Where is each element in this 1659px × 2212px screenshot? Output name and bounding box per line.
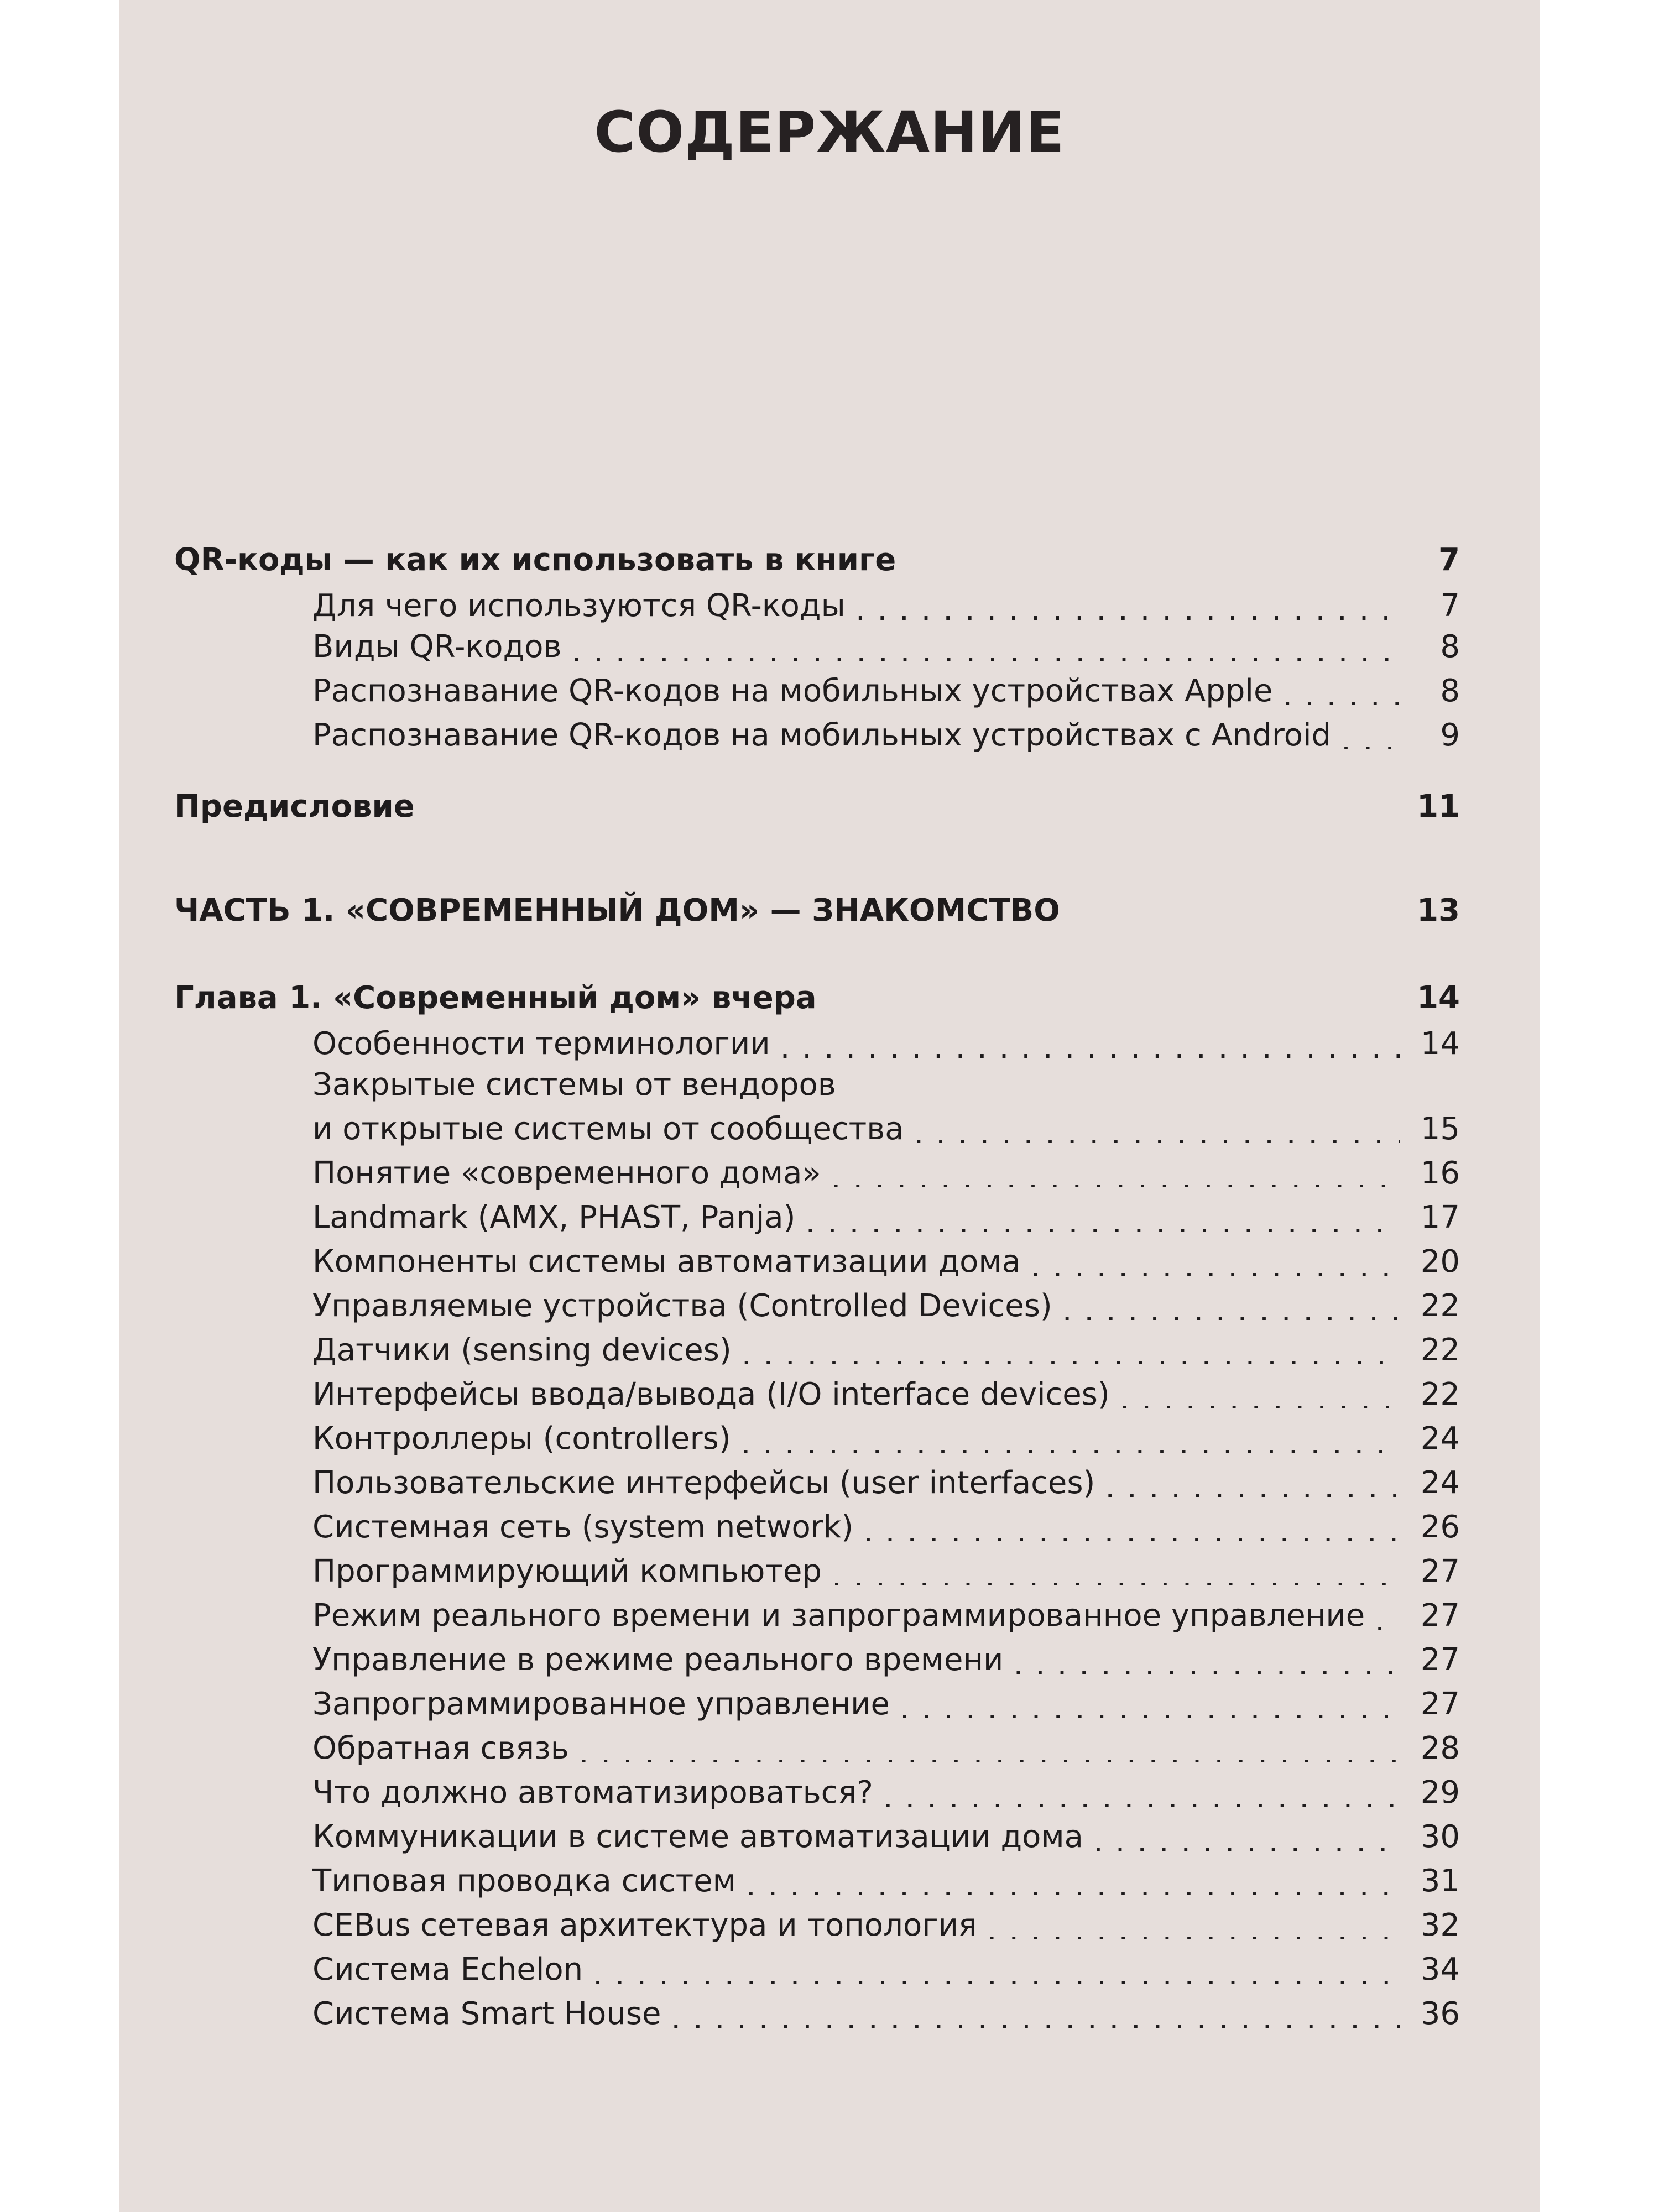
toc-entry-page: 32 [1420, 1907, 1460, 1943]
toc-entry [174, 669, 1460, 713]
toc-entry [174, 1196, 1460, 1240]
toc-entry [174, 1461, 1460, 1505]
toc-leader-dots [1013, 1643, 1400, 1674]
toc-leader-dots [831, 1156, 1400, 1187]
toc-entry [174, 1284, 1460, 1328]
toc-entry-text: Распознавание QR-кодов на мобильных устройствах Apple [312, 673, 1273, 709]
toc-entry-part-1 [174, 884, 1460, 938]
toc-leader-dots [1093, 1820, 1400, 1851]
toc-leader-dots [1062, 1289, 1400, 1320]
toc-entry [174, 1151, 1460, 1196]
toc-leader-dots [1031, 1245, 1400, 1276]
toc-entry-text: и открытые системы от сообщества [312, 1111, 904, 1147]
toc-leader-dots [855, 591, 1400, 622]
toc-entry [174, 1771, 1460, 1815]
book-page [119, 0, 1540, 2212]
toc-entry [174, 1550, 1460, 1594]
toc-entry [174, 1240, 1460, 1284]
toc-leader-dots [987, 1908, 1400, 1939]
toc-entry-page: 15 [1420, 1111, 1460, 1147]
toc-entry-text: Система Echelon [312, 1952, 583, 1987]
toc-entry-page: 30 [1420, 1819, 1460, 1855]
page-title: СОДЕРЖАНИЕ [594, 100, 1065, 165]
toc-leader-dots [827, 981, 1400, 1012]
toc-entry-preface [174, 780, 1460, 834]
toc-entry-text: Распознавание QR-кодов на мобильных устройствах с Android [312, 717, 1332, 753]
toc-leader-dots [425, 790, 1400, 821]
toc-entry-text: Обратная связь [312, 1730, 569, 1766]
toc-entry-text: Глава 1. «Современный дом» вчера [174, 980, 817, 1016]
toc-leader-dots [900, 1687, 1400, 1718]
toc-entry-page: 24 [1420, 1421, 1460, 1457]
toc-entry [174, 625, 1460, 669]
toc-entry-text: Пользовательские интерфейсы (user interfaces) [312, 1465, 1095, 1501]
toc-entry-page: 34 [1420, 1952, 1460, 1987]
toc-leader-dots [593, 1953, 1400, 1984]
toc-entry-text: Для чего используются QR-коды [312, 588, 846, 624]
toc-entry-page: 17 [1420, 1199, 1460, 1235]
toc-entry-page: 22 [1420, 1288, 1460, 1324]
toc-entry-page: 27 [1420, 1598, 1460, 1634]
toc-entry-text: Виды QR-кодов [312, 629, 562, 665]
toc-entry-qr-codes [174, 533, 1460, 587]
toc-leader-dots [572, 630, 1400, 661]
toc-leader-dots [1282, 674, 1400, 705]
toc-entry-text: Управляемые устройства (Controlled Devices) [312, 1288, 1052, 1324]
toc-entry [174, 1682, 1460, 1726]
toc-entry-page: 14 [1420, 1026, 1460, 1062]
toc-entry-page: 8 [1440, 629, 1460, 665]
toc-entry-page: 31 [1420, 1863, 1460, 1899]
toc-entry-text: Контроллеры (controllers) [312, 1421, 731, 1457]
toc-entry-page: 22 [1420, 1376, 1460, 1412]
toc-entry [174, 1948, 1460, 1992]
toc-leader-dots [1341, 718, 1400, 749]
toc-entry-text: Особенности терминологии [312, 1026, 770, 1062]
toc-entry-text: Управление в режиме реального времени [312, 1642, 1004, 1678]
toc-entry [174, 1992, 1460, 2036]
toc-entry [174, 1726, 1460, 1771]
toc-entry-page: 36 [1420, 1996, 1460, 2032]
toc-leader-dots [1070, 894, 1400, 925]
toc-leader-dots [883, 1776, 1400, 1807]
toc-entry-page: 27 [1420, 1642, 1460, 1678]
toc-entry [174, 1417, 1460, 1461]
toc-entry [174, 1328, 1460, 1373]
toc-entry [174, 1107, 1460, 1151]
toc-entry-page: 24 [1420, 1465, 1460, 1501]
toc-entry-page: 7 [1440, 588, 1460, 624]
toc-entry-text: Что должно автоматизироваться? [312, 1775, 873, 1811]
toc-entry-text: Предисловие [174, 789, 415, 825]
toc-entry-page: 9 [1440, 717, 1460, 753]
toc-entry-text: Системная сеть (system network) [312, 1509, 854, 1545]
toc-entry-text: Режим реального времени и запрограммированное управление [312, 1598, 1365, 1634]
toc-entry-first-line [174, 1063, 1460, 1107]
toc-leader-dots [914, 1112, 1400, 1143]
toc-leader-dots [805, 1201, 1400, 1232]
toc-entry-text: Программирующий компьютер [312, 1553, 822, 1589]
toc-entry-page: 11 [1417, 789, 1460, 825]
toc-entry-page: 29 [1420, 1775, 1460, 1811]
toc-leader-dots [832, 1554, 1400, 1585]
toc-entry-page: 27 [1420, 1553, 1460, 1589]
toc-entry-page: 20 [1420, 1244, 1460, 1280]
toc-leader-dots [742, 1333, 1400, 1364]
toc-entry-text: Запрограммированное управление [312, 1686, 890, 1722]
toc-entry-chapter-1 [174, 971, 1460, 1025]
table-of-contents [174, 533, 1460, 2036]
toc-entry-text: CEBus сетевая архитектура и топология [312, 1907, 977, 1943]
toc-entry-page: 14 [1417, 980, 1460, 1016]
toc-entry [174, 1903, 1460, 1948]
toc-leader-dots [741, 1422, 1400, 1453]
toc-leader-dots [671, 1997, 1400, 2028]
toc-entry [174, 1815, 1460, 1859]
toc-entry-page: 28 [1420, 1730, 1460, 1766]
toc-entry [174, 587, 1460, 625]
toc-entry-page: 8 [1440, 673, 1460, 709]
toc-entry-text: Компоненты системы автоматизации дома [312, 1244, 1021, 1280]
toc-entry [174, 1638, 1460, 1682]
toc-entry [174, 1594, 1460, 1638]
toc-leader-dots [906, 543, 1400, 574]
toc-entry-text: Закрытые системы от вендоров [312, 1067, 836, 1103]
toc-entry-page: 13 [1417, 893, 1460, 928]
toc-entry-page: 27 [1420, 1686, 1460, 1722]
toc-entry-text: Система Smart House [312, 1996, 661, 2032]
toc-leader-dots [863, 1510, 1400, 1541]
toc-entry [174, 713, 1460, 758]
toc-leader-dots [1120, 1378, 1400, 1408]
toc-entry-text: Landmark (AMX, PHAST, Panja) [312, 1199, 796, 1235]
toc-entry-text: Типовая проводка систем [312, 1863, 736, 1899]
toc-entry-page: 22 [1420, 1332, 1460, 1368]
toc-entry [174, 1025, 1460, 1063]
toc-entry-page: 16 [1420, 1155, 1460, 1191]
toc-leader-dots [746, 1864, 1400, 1895]
toc-entry-text: Датчики (sensing devices) [312, 1332, 732, 1368]
toc-entry [174, 1859, 1460, 1903]
toc-entry-text: Интерфейсы ввода/вывода (I/O interface devices) [312, 1376, 1110, 1412]
toc-entry [174, 1373, 1460, 1417]
toc-leader-dots [1105, 1466, 1400, 1497]
toc-entry [174, 1505, 1460, 1550]
toc-entry-text: Понятие «современного дома» [312, 1155, 821, 1191]
toc-entry-text: QR-коды — как их использовать в книге [174, 542, 896, 578]
toc-entry-text: Коммуникации в системе автоматизации дома [312, 1819, 1083, 1855]
toc-leader-dots [1375, 1599, 1400, 1630]
toc-leader-dots [780, 1029, 1400, 1060]
toc-entry-page: 26 [1420, 1509, 1460, 1545]
toc-entry-page: 7 [1438, 542, 1460, 578]
toc-leader-dots [579, 1731, 1400, 1762]
toc-entry-text: ЧАСТЬ 1. «СОВРЕМЕННЫЙ ДОМ» — ЗНАКОМСТВО [174, 893, 1060, 928]
